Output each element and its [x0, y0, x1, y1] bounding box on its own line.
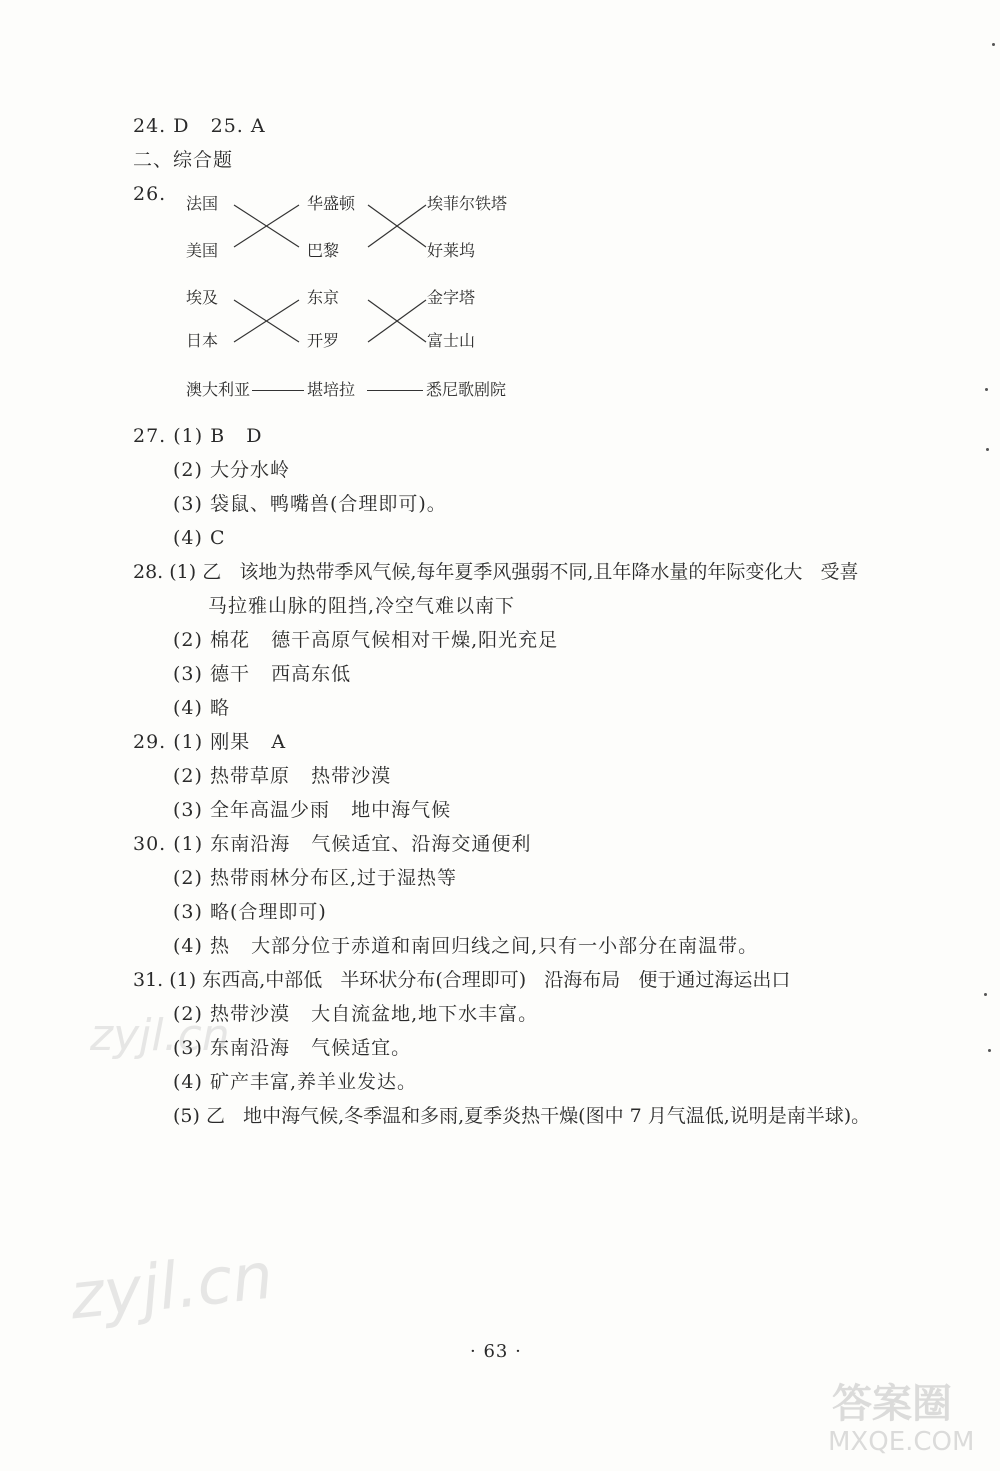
watermark-zyjl: zyjl.cn	[66, 1239, 277, 1335]
answer-line: 29. (1) 刚果 A	[133, 731, 287, 753]
answer-line: (3) 德干 西高东低	[173, 663, 352, 685]
answer-line: 马拉雅山脉的阻挡,冷空气难以南下	[208, 595, 516, 617]
answer-line: (5) 乙 地中海气候,冬季温和多雨,夏季炎热干燥(图中 7 月气温低,说明是南半球)。	[173, 1105, 871, 1127]
watermark-zyjl: zyjl.cn	[90, 1010, 230, 1061]
answer-line: 27. (1) B D	[133, 425, 263, 447]
watermark-answer-logo: 答案圈	[832, 1381, 952, 1427]
answer-line: (3) 袋鼠、鸭嘴兽(合理即可)。	[173, 493, 447, 515]
capital-label: 东京	[307, 288, 340, 307]
answer-line: 30. (1) 东南沿海 气候适宜、沿海交通便利	[133, 833, 532, 855]
landmark-label: 富士山	[427, 331, 476, 350]
page-number: · 63 ·	[470, 1341, 522, 1362]
answer-line: (3) 略(合理即可)	[173, 901, 327, 923]
country-label: 日本	[186, 331, 219, 350]
scan-speck	[985, 388, 988, 391]
answer-line: (4) 矿产丰富,养羊业发达。	[173, 1071, 417, 1093]
answer-line: (2) 热带草原 热带沙漠	[173, 765, 392, 787]
landmark-label: 埃菲尔铁塔	[427, 194, 508, 213]
landmark-label: 金字塔	[427, 288, 476, 307]
watermark-site: MXQE.COM	[828, 1427, 975, 1457]
scan-speck	[984, 993, 987, 996]
country-label: 埃及	[186, 288, 219, 307]
landmark-label: 好莱坞	[427, 241, 476, 260]
answer-line: 28. (1) 乙 该地为热带季风气候,每年夏季风强弱不同,且年降水量的年际变化大 受喜	[133, 561, 859, 583]
answer-line: (2) 热带沙漠 大自流盆地,地下水丰富。	[173, 1003, 539, 1025]
answer-line: (4) 热 大部分位于赤道和南回归线之间,只有一小部分在南温带。	[173, 935, 759, 957]
connector-line	[367, 390, 423, 391]
scan-speck	[986, 448, 989, 451]
country-label: 法国	[186, 194, 219, 213]
answer-line: (4) 略	[173, 697, 230, 719]
answer-line: (3) 东南沿海 气候适宜。	[173, 1037, 412, 1059]
section-heading: 二、综合题	[133, 149, 234, 171]
scan-speck	[992, 43, 995, 46]
answer-line-24-25: 24. D 25. A	[133, 115, 266, 137]
connector-line	[252, 390, 304, 391]
question-number: 26.	[133, 183, 167, 205]
answer-line: (2) 大分水岭	[173, 459, 290, 481]
answer-line: (4) C	[173, 527, 226, 549]
capital-label: 巴黎	[307, 241, 340, 260]
answer-line: (2) 棉花 德干高原气候相对干燥,阳光充足	[173, 629, 559, 651]
capital-label: 华盛顿	[307, 194, 356, 213]
capital-label: 开罗	[307, 331, 340, 350]
country-label: 美国	[186, 241, 219, 260]
answer-line: 31. (1) 东西高,中部低 半环状分布(合理即可) 沿海布局 便于通过海运出口	[133, 969, 791, 991]
answer-line: (3) 全年高温少雨 地中海气候	[173, 799, 452, 821]
scan-speck	[988, 1049, 991, 1052]
capital-label: 堪培拉	[307, 380, 356, 399]
country-label: 澳大利亚	[186, 380, 251, 399]
landmark-label: 悉尼歌剧院	[426, 380, 507, 399]
answer-line: (2) 热带雨林分布区,过于湿热等	[173, 867, 457, 889]
